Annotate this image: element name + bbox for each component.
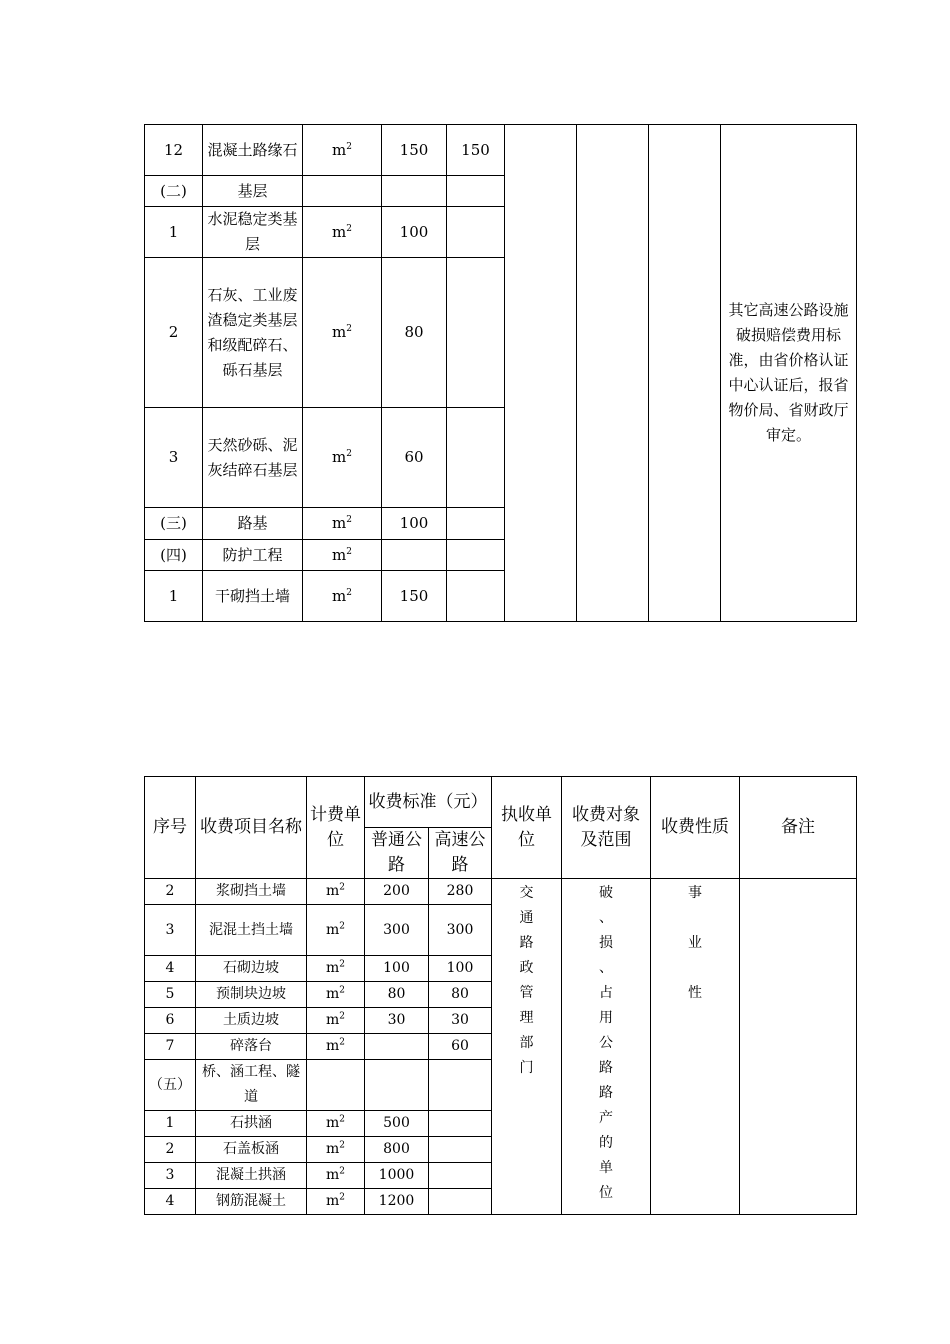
ordinary-cell: 300 xyxy=(365,905,429,956)
expressway-cell xyxy=(447,207,505,258)
item-cell: 预制块边坡 xyxy=(196,982,307,1008)
seq-cell: 1 xyxy=(145,571,203,622)
unit-cell: $m^2$ xyxy=(303,258,382,408)
ordinary-cell: 800 xyxy=(365,1137,429,1163)
ordinary-cell: 80 xyxy=(382,258,447,408)
expressway-cell: 280 xyxy=(429,879,492,905)
unit-cell: $m^2$ xyxy=(307,1111,365,1137)
seq-cell: 3 xyxy=(145,1163,196,1189)
item-cell: 基层 xyxy=(203,176,303,207)
item-cell: 混凝土拱涵 xyxy=(196,1163,307,1189)
scope-cell: 破 、 损 、 占 用 公 路 路 产 的 单 位 xyxy=(562,879,651,1215)
expressway-cell xyxy=(447,508,505,540)
header-ordinary: 普通公路 xyxy=(365,828,429,879)
seq-cell: (四) xyxy=(145,540,203,571)
item-cell: 泥混土挡土墙 xyxy=(196,905,307,956)
expressway-cell: 80 xyxy=(429,982,492,1008)
agency-cell xyxy=(505,125,577,622)
item-cell: 混凝土路缘石 xyxy=(203,125,303,176)
header-standard: 收费标准（元） xyxy=(365,777,492,828)
expressway-cell: 100 xyxy=(429,956,492,982)
ordinary-cell: 80 xyxy=(365,982,429,1008)
item-cell: 浆砌挡土墙 xyxy=(196,879,307,905)
seq-cell: 2 xyxy=(145,1137,196,1163)
header-scope: 收费对象及范围 xyxy=(562,777,651,879)
nature-cell: 事 业 性 xyxy=(651,879,740,1215)
remark-cell xyxy=(740,879,857,1215)
item-cell: 路基 xyxy=(203,508,303,540)
unit-cell: $m^2$ xyxy=(303,508,382,540)
table-row xyxy=(145,125,857,176)
ordinary-cell xyxy=(382,540,447,571)
header-seq: 序号 xyxy=(145,777,196,879)
fee-table-continued xyxy=(144,124,857,622)
seq-cell: 3 xyxy=(145,905,196,956)
ordinary-cell: 150 xyxy=(382,125,447,176)
expressway-cell xyxy=(447,258,505,408)
ordinary-cell: 100 xyxy=(365,956,429,982)
item-cell: 石拱涵 xyxy=(196,1111,307,1137)
unit-cell: $m^2$ xyxy=(303,408,382,508)
item-cell: 钢筋混凝土 xyxy=(196,1189,307,1215)
header-agency: 执收单位 xyxy=(492,777,562,879)
ordinary-cell: 60 xyxy=(382,408,447,508)
ordinary-cell: 100 xyxy=(382,508,447,540)
expressway-cell: 30 xyxy=(429,1008,492,1034)
ordinary-cell: 1000 xyxy=(365,1163,429,1189)
unit-cell: $m^2$ xyxy=(307,905,365,956)
seq-cell: 3 xyxy=(145,408,203,508)
unit-cell: $m^2$ xyxy=(303,207,382,258)
expressway-cell xyxy=(429,1137,492,1163)
unit-cell: $m^2$ xyxy=(303,125,382,176)
unit-cell: $m^2$ xyxy=(307,982,365,1008)
ordinary-cell xyxy=(382,176,447,207)
scope-cell xyxy=(577,125,649,622)
item-cell: 干砌挡土墙 xyxy=(203,571,303,622)
table-row xyxy=(145,879,857,905)
header-row xyxy=(145,777,857,828)
seq-cell: 2 xyxy=(145,258,203,408)
seq-cell: 7 xyxy=(145,1034,196,1060)
agency-cell: 交 通 路 政 管 理 部 门 xyxy=(492,879,562,1215)
expressway-cell xyxy=(447,176,505,207)
remark-cell: 其它高速公路设施破损赔偿费用标准，由省价格认证中心认证后，报省物价局、省财政厅审定。 xyxy=(721,125,857,622)
expressway-cell xyxy=(447,540,505,571)
seq-cell: (三) xyxy=(145,508,203,540)
expressway-cell xyxy=(429,1060,492,1111)
unit-cell: $m^2$ xyxy=(307,879,365,905)
seq-cell: 5 xyxy=(145,982,196,1008)
ordinary-cell xyxy=(365,1060,429,1111)
expressway-cell xyxy=(429,1189,492,1215)
item-cell: 水泥稳定类基层 xyxy=(203,207,303,258)
ordinary-cell: 30 xyxy=(365,1008,429,1034)
unit-cell: $m^2$ xyxy=(303,540,382,571)
header-nature: 收费性质 xyxy=(651,777,740,879)
expressway-cell xyxy=(429,1163,492,1189)
unit-cell: $m^2$ xyxy=(307,1008,365,1034)
ordinary-cell: 1200 xyxy=(365,1189,429,1215)
unit-cell xyxy=(303,176,382,207)
ordinary-cell: 200 xyxy=(365,879,429,905)
item-cell: 防护工程 xyxy=(203,540,303,571)
unit-cell: $m^2$ xyxy=(307,1163,365,1189)
header-item: 收费项目名称 xyxy=(196,777,307,879)
ordinary-cell xyxy=(365,1034,429,1060)
ordinary-cell: 500 xyxy=(365,1111,429,1137)
header-expressway: 高速公路 xyxy=(429,828,492,879)
item-cell: 石砌边坡 xyxy=(196,956,307,982)
header-unit: 计费单位 xyxy=(307,777,365,879)
item-cell: 桥、涵工程、隧道 xyxy=(196,1060,307,1111)
expressway-cell xyxy=(447,408,505,508)
unit-cell: $m^2$ xyxy=(303,571,382,622)
expressway-cell xyxy=(447,571,505,622)
item-cell: 天然砂砾、泥灰结碎石基层 xyxy=(203,408,303,508)
seq-cell: 1 xyxy=(145,207,203,258)
unit-cell: $m^2$ xyxy=(307,1189,365,1215)
unit-cell: $m^2$ xyxy=(307,1137,365,1163)
nature-cell xyxy=(649,125,721,622)
expressway-cell: 60 xyxy=(429,1034,492,1060)
item-cell: 石盖板涵 xyxy=(196,1137,307,1163)
item-cell: 碎落台 xyxy=(196,1034,307,1060)
seq-cell: （五） xyxy=(145,1060,196,1111)
unit-cell: $m^2$ xyxy=(307,956,365,982)
seq-cell: 4 xyxy=(145,956,196,982)
expressway-cell: 300 xyxy=(429,905,492,956)
seq-cell: 12 xyxy=(145,125,203,176)
expressway-cell xyxy=(429,1111,492,1137)
fee-table xyxy=(144,776,857,1215)
seq-cell: (二) xyxy=(145,176,203,207)
expressway-cell: 150 xyxy=(447,125,505,176)
seq-cell: 1 xyxy=(145,1111,196,1137)
ordinary-cell: 150 xyxy=(382,571,447,622)
header-remark: 备注 xyxy=(740,777,857,879)
item-cell: 石灰、工业废渣稳定类基层和级配碎石、砾石基层 xyxy=(203,258,303,408)
item-cell: 土质边坡 xyxy=(196,1008,307,1034)
unit-cell: $m^2$ xyxy=(307,1034,365,1060)
unit-cell xyxy=(307,1060,365,1111)
ordinary-cell: 100 xyxy=(382,207,447,258)
seq-cell: 2 xyxy=(145,879,196,905)
seq-cell: 4 xyxy=(145,1189,196,1215)
seq-cell: 6 xyxy=(145,1008,196,1034)
